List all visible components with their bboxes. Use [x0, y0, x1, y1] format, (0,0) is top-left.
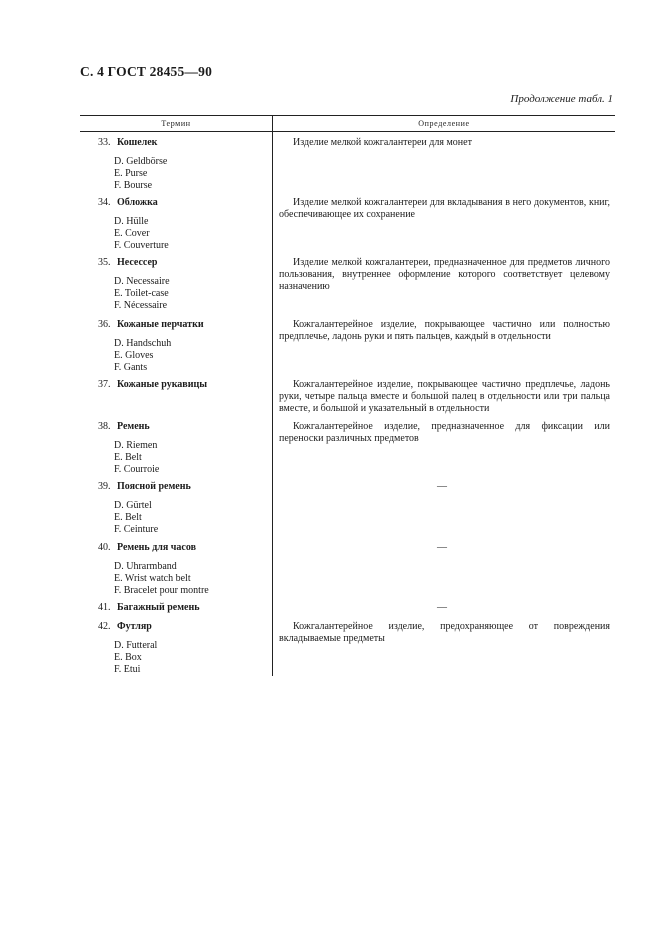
- foreign-term: E. Belt: [114, 452, 142, 463]
- term-number: 37.: [98, 379, 111, 390]
- term-number: 35.: [98, 257, 111, 268]
- term-name: Ремень: [117, 421, 150, 432]
- term-name: Футляр: [117, 621, 152, 632]
- foreign-term: D. Uhrarmband: [114, 561, 177, 572]
- foreign-term: F. Courroie: [114, 464, 160, 475]
- foreign-term: D. Gürtel: [114, 500, 152, 511]
- foreign-term: F. Bracelet pour montre: [114, 585, 209, 596]
- term-number: 41.: [98, 602, 111, 613]
- foreign-equivalents: [114, 440, 159, 476]
- foreign-equivalents: [114, 276, 170, 312]
- definition-dash: —: [437, 602, 447, 613]
- foreign-equivalents: [114, 338, 171, 374]
- definition-dash: —: [437, 542, 447, 553]
- term-number: 36.: [98, 319, 111, 330]
- foreign-equivalents: [114, 640, 157, 676]
- term-definition: Кожгалантерейное изделие, покрывающее частично предплечье, ладонь руки, четыре пальца вместе и большой палец в отдельности или три пальца вместе, и большой и указательный в отдельности: [279, 379, 610, 414]
- foreign-equivalents: [114, 500, 158, 536]
- term-number: 38.: [98, 421, 111, 432]
- foreign-term: D. Futteral: [114, 640, 158, 651]
- foreign-term: E. Cover: [114, 228, 150, 239]
- foreign-term: F. Ceinture: [114, 524, 159, 535]
- term-definition: Изделие мелкой кожгалантереи для вкладывания в него документов, книг, обеспечивающее их сохранение: [279, 197, 610, 220]
- foreign-term: E. Belt: [114, 512, 142, 523]
- foreign-term: D. Necessaire: [114, 276, 170, 287]
- term-definition: Кожгалантерейное изделие, покрывающее частично или полностью предплечье, ладонь руки и пять пальцев, каждый в отдельности: [279, 319, 610, 342]
- term-name: Обложка: [117, 197, 158, 208]
- term-definition: Кожгалантерейное изделие, предохраняющее от повреждения вкладываемые предметы: [279, 621, 610, 644]
- foreign-term: F. Etui: [114, 664, 141, 675]
- column-divider: [272, 115, 273, 676]
- foreign-equivalents: [114, 216, 169, 252]
- foreign-term: E. Gloves: [114, 350, 154, 361]
- term-number: 40.: [98, 542, 111, 553]
- foreign-equivalents: [114, 156, 167, 192]
- foreign-term: F. Gants: [114, 362, 148, 373]
- foreign-term: F. Nécessaire: [114, 300, 168, 311]
- term-number: 33.: [98, 137, 111, 148]
- foreign-term: E. Box: [114, 652, 142, 663]
- table-header: [80, 115, 615, 132]
- foreign-term: D. Hülle: [114, 216, 149, 227]
- term-name: Кожаные рукавицы: [117, 379, 208, 390]
- foreign-equivalents: [114, 561, 209, 597]
- term-number: 42.: [98, 621, 111, 632]
- foreign-term: D. Riemen: [114, 440, 158, 451]
- term-name: Ремень для часов: [117, 542, 197, 553]
- term-name: Поясной ремень: [117, 481, 191, 492]
- term-name: Несессер: [117, 257, 158, 268]
- term-number: 39.: [98, 481, 111, 492]
- term-definition: Кожгалантерейное изделие, предназначенное для фиксации или переноски различных предметов: [279, 421, 610, 444]
- foreign-term: F. Bourse: [114, 180, 153, 191]
- foreign-term: E. Purse: [114, 168, 148, 179]
- term-name: Багажный ремень: [117, 602, 200, 613]
- foreign-term: D. Handschuh: [114, 338, 172, 349]
- foreign-term: E. Toilet-case: [114, 288, 169, 299]
- page-header: С. 4 ГОСТ 28455—90: [80, 64, 213, 79]
- foreign-term: D. Geldbörse: [114, 156, 168, 167]
- column-header-definition: Определение: [418, 119, 470, 128]
- term-number: 34.: [98, 197, 111, 208]
- table-continuation-note: Продолжение табл. 1: [510, 93, 613, 105]
- term-name: Кожаные перчатки: [117, 319, 204, 330]
- definition-dash: —: [437, 481, 447, 492]
- term-name: Кошелек: [117, 137, 158, 148]
- column-header-term: Термин: [161, 119, 191, 128]
- foreign-term: F. Couverture: [114, 240, 169, 251]
- term-definition: Изделие мелкой кожгалантереи для монет: [293, 137, 472, 148]
- foreign-term: E. Wrist watch belt: [114, 573, 191, 584]
- term-definition: Изделие мелкой кожгалантереи, предназначенное для предметов личного пользования, внутреннее оформление которого соответствует целевому назначению: [279, 257, 610, 292]
